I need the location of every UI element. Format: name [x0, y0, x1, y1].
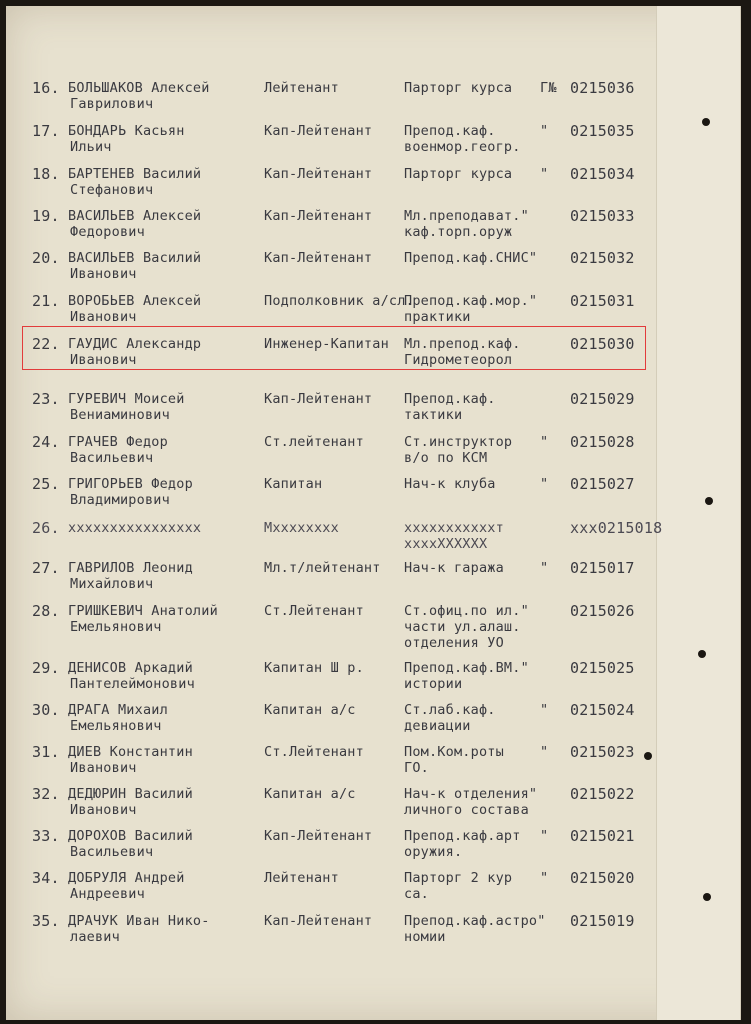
surname-firstname: ВАСИЛЬЕВ Алексей — [68, 208, 202, 224]
punch-hole — [703, 893, 711, 901]
military-rank: Капитан — [264, 476, 323, 492]
person-name — [68, 476, 268, 508]
person-name — [68, 828, 268, 860]
order-number: 0215027 — [570, 475, 635, 493]
position-line: каф.торп.оруж — [404, 224, 513, 240]
order-number: 0215036 — [570, 79, 635, 97]
position — [404, 520, 549, 552]
surname-firstname: ВАСИЛЬЕВ Василий — [68, 250, 202, 266]
military-rank: Ст.Лейтенант — [264, 603, 364, 619]
row-number: 17. — [32, 122, 60, 140]
person-name — [68, 123, 268, 155]
surname-firstname: ДИЕВ Константин — [68, 744, 193, 760]
position — [404, 166, 549, 182]
position-line: девиации — [404, 718, 471, 734]
patronymic: Ильич — [70, 139, 112, 155]
person-name — [68, 166, 268, 198]
row-number: 30. — [32, 701, 60, 719]
order-number: 0215020 — [570, 869, 635, 887]
surname-firstname: ДОРОХОВ Василий — [68, 828, 193, 844]
position-line: военмор.геогр. — [404, 139, 521, 155]
order-number: 0215033 — [570, 207, 635, 225]
patronymic: Федорович — [70, 224, 145, 240]
military-rank: Инженер-Капитан — [264, 336, 389, 352]
row-number: 16. — [32, 79, 60, 97]
position — [404, 293, 549, 325]
position-line: личного состава — [404, 802, 529, 818]
row-number: 20. — [32, 249, 60, 267]
military-rank: Лейтенант — [264, 870, 339, 886]
surname-firstname: ГРИШКЕВИЧ Анатолий — [68, 603, 218, 619]
position-line: Нач-к гаража — [404, 560, 504, 576]
position-line: номии — [404, 929, 446, 945]
row-number: 18. — [32, 165, 60, 183]
row-number: 27. — [32, 559, 60, 577]
position-line: Мл.преподават." — [404, 208, 529, 224]
person-name — [68, 660, 268, 692]
punch-hole — [698, 650, 706, 658]
patronymic: Иванович — [70, 352, 137, 368]
surname-firstname: ДЕДЮРИН Василий — [68, 786, 193, 802]
person-name — [68, 786, 268, 818]
ditto-mark: " — [540, 828, 549, 844]
row-number: 28. — [32, 602, 60, 620]
patronymic: Васильевич — [70, 844, 154, 860]
military-rank: Кап-Лейтенант — [264, 913, 373, 929]
military-rank: Мл.т/лейтенант — [264, 560, 381, 576]
punch-hole — [644, 752, 652, 760]
position — [404, 744, 549, 776]
row-number: 24. — [32, 433, 60, 451]
position-line: Ст.лаб.каф. — [404, 702, 496, 718]
position-line: Нач-к отделения" — [404, 786, 538, 802]
order-number: ххх0215018 — [570, 519, 663, 537]
surname-firstname: ВОРОБЬЕВ Алексей — [68, 293, 202, 309]
patronymic: Иванович — [70, 760, 137, 776]
position — [404, 208, 549, 240]
position — [404, 828, 549, 860]
military-rank: Кап-Лейтенант — [264, 208, 373, 224]
position-line: Препод.каф.ВМ." — [404, 660, 529, 676]
patronymic: Емельянович — [70, 718, 162, 734]
surname-firstname: ДРАЧУК Иван Нико- — [68, 913, 210, 929]
order-number: 0215026 — [570, 602, 635, 620]
patronymic: Иванович — [70, 802, 137, 818]
person-name — [68, 250, 268, 282]
military-rank: Кап-Лейтенант — [264, 123, 373, 139]
position-line: истории — [404, 676, 463, 692]
row-number: 35. — [32, 912, 60, 930]
surname-firstname: БОНДАРЬ Касьян — [68, 123, 185, 139]
person-name — [68, 434, 268, 466]
surname-firstname: ГУРЕВИЧ Моисей — [68, 391, 185, 407]
surname-firstname: ГАВРИЛОВ Леонид — [68, 560, 193, 576]
position-line: оружия. — [404, 844, 463, 860]
military-rank: Лейтенант — [264, 80, 339, 96]
patronymic: Васильевич — [70, 450, 154, 466]
position — [404, 434, 549, 466]
position — [404, 391, 549, 423]
order-number: 0215031 — [570, 292, 635, 310]
position-line: Препод.каф.СНИС" — [404, 250, 538, 266]
position-line: Гидрометеорол — [404, 352, 513, 368]
military-rank: Капитан а/с — [264, 702, 356, 718]
patronymic: Андреевич — [70, 886, 145, 902]
surname-firstname: ДОБРУЛЯ Андрей — [68, 870, 185, 886]
position — [404, 702, 549, 734]
row-number: 21. — [32, 292, 60, 310]
position — [404, 870, 549, 902]
position-line: тактики — [404, 407, 463, 423]
order-number: 0215025 — [570, 659, 635, 677]
ditto-mark: " — [540, 434, 549, 450]
person-name — [68, 208, 268, 240]
order-number: 0215021 — [570, 827, 635, 845]
position-line: практики — [404, 309, 471, 325]
position-line: Парторг 2 кур — [404, 870, 513, 886]
position-line: Препод.каф.астро" — [404, 913, 546, 929]
position-line: хххххххххххт — [404, 520, 504, 536]
order-number: 0215035 — [570, 122, 635, 140]
patronymic: Вениаминович — [70, 407, 170, 423]
patronymic: лаевич — [70, 929, 120, 945]
order-number: 0215032 — [570, 249, 635, 267]
position-line: Ст.инструктор — [404, 434, 513, 450]
military-rank: Подполковник а/сл. — [264, 293, 414, 309]
person-name — [68, 603, 268, 635]
ditto-mark: " — [540, 560, 549, 576]
person-name — [68, 702, 268, 734]
position-line: Препод.каф. — [404, 123, 496, 139]
military-rank: Капитан Ш р. — [264, 660, 364, 676]
position-line: Препод.каф.мор." — [404, 293, 538, 309]
patronymic: Михайлович — [70, 576, 154, 592]
position-line: Нач-к клуба — [404, 476, 496, 492]
order-number: 0215030 — [570, 335, 635, 353]
surname-firstname: БАРТЕНЕВ Василий — [68, 166, 202, 182]
row-number: 22. — [32, 335, 60, 353]
row-number: 31. — [32, 743, 60, 761]
ditto-mark: Г№ — [540, 80, 557, 96]
person-name — [68, 391, 268, 423]
person-name — [68, 870, 268, 902]
surname-firstname: ГРАЧЕВ Федор — [68, 434, 168, 450]
patronymic: Иванович — [70, 309, 137, 325]
ditto-mark: " — [540, 870, 549, 886]
position-line: Парторг курса — [404, 80, 513, 96]
row-number: 25. — [32, 475, 60, 493]
person-name — [68, 520, 268, 536]
row-number: 33. — [32, 827, 60, 845]
military-rank: Кап-Лейтенант — [264, 828, 373, 844]
military-rank: Капитан а/с — [264, 786, 356, 802]
row-number: 29. — [32, 659, 60, 677]
position-line: Ст.офиц.по ил." — [404, 603, 529, 619]
position-line: отделения УО — [404, 635, 504, 651]
position — [404, 560, 549, 576]
position — [404, 250, 549, 266]
row-number: 34. — [32, 869, 60, 887]
position — [404, 603, 549, 651]
patronymic: Владимирович — [70, 492, 170, 508]
ditto-mark: " — [540, 123, 549, 139]
patronymic: Емельянович — [70, 619, 162, 635]
person-name — [68, 560, 268, 592]
position-line: са. — [404, 886, 429, 902]
military-rank: Кап-Лейтенант — [264, 391, 373, 407]
patronymic: Стефанович — [70, 182, 154, 198]
surname-firstname: xxxxxxxxxxxxxxxx — [68, 520, 202, 536]
military-rank: Ст.Лейтенант — [264, 744, 364, 760]
row-number: 26. — [32, 519, 60, 537]
order-number: 0215022 — [570, 785, 635, 803]
order-number: 0215017 — [570, 559, 635, 577]
person-name — [68, 80, 268, 112]
position — [404, 123, 549, 155]
position-line: ГО. — [404, 760, 429, 776]
surname-firstname: БОЛЬШАКОВ Алексей — [68, 80, 210, 96]
row-number: 32. — [32, 785, 60, 803]
order-number: 0215034 — [570, 165, 635, 183]
ditto-mark: " — [540, 166, 549, 182]
patronymic: Иванович — [70, 266, 137, 282]
order-number: 0215024 — [570, 701, 635, 719]
surname-firstname: ДРАГА Михаил — [68, 702, 168, 718]
surname-firstname: ГАУДИС Александр — [68, 336, 202, 352]
patronymic: Гаврилович — [70, 96, 154, 112]
person-name — [68, 744, 268, 776]
position-line: Мл.препод.каф. — [404, 336, 521, 352]
position-line: Препод.каф.арт — [404, 828, 521, 844]
position — [404, 913, 549, 945]
order-number: 0215019 — [570, 912, 635, 930]
row-highlight-box — [22, 326, 646, 370]
order-number: 0215029 — [570, 390, 635, 408]
military-rank: Ст.лейтенант — [264, 434, 364, 450]
military-rank: Кап-Лейтенант — [264, 250, 373, 266]
military-rank: Мхххххххх — [264, 520, 339, 536]
military-rank: Кап-Лейтенант — [264, 166, 373, 182]
position — [404, 80, 549, 96]
ditto-mark: " — [540, 702, 549, 718]
surname-firstname: ДЕНИСОВ Аркадий — [68, 660, 193, 676]
position — [404, 786, 549, 818]
person-name — [68, 913, 268, 945]
punch-hole — [705, 497, 713, 505]
position — [404, 660, 549, 692]
position-line: ххххХХХХХХ — [404, 536, 488, 552]
position-line: в/о по КСМ — [404, 450, 488, 466]
patronymic: Пантелеймонович — [70, 676, 195, 692]
row-number: 23. — [32, 390, 60, 408]
position-line: Парторг курса — [404, 166, 513, 182]
ditto-mark: " — [540, 744, 549, 760]
position-line: Пом.Ком.роты — [404, 744, 504, 760]
order-number: 0215028 — [570, 433, 635, 451]
ditto-mark: " — [540, 476, 549, 492]
person-name — [68, 293, 268, 325]
surname-firstname: ГРИГОРЬЕВ Федор — [68, 476, 193, 492]
position-line: части ул.алаш. — [404, 619, 521, 635]
order-number: 0215023 — [570, 743, 635, 761]
position — [404, 476, 549, 492]
punch-hole — [702, 118, 710, 126]
row-number: 19. — [32, 207, 60, 225]
position-line: Препод.каф. — [404, 391, 496, 407]
